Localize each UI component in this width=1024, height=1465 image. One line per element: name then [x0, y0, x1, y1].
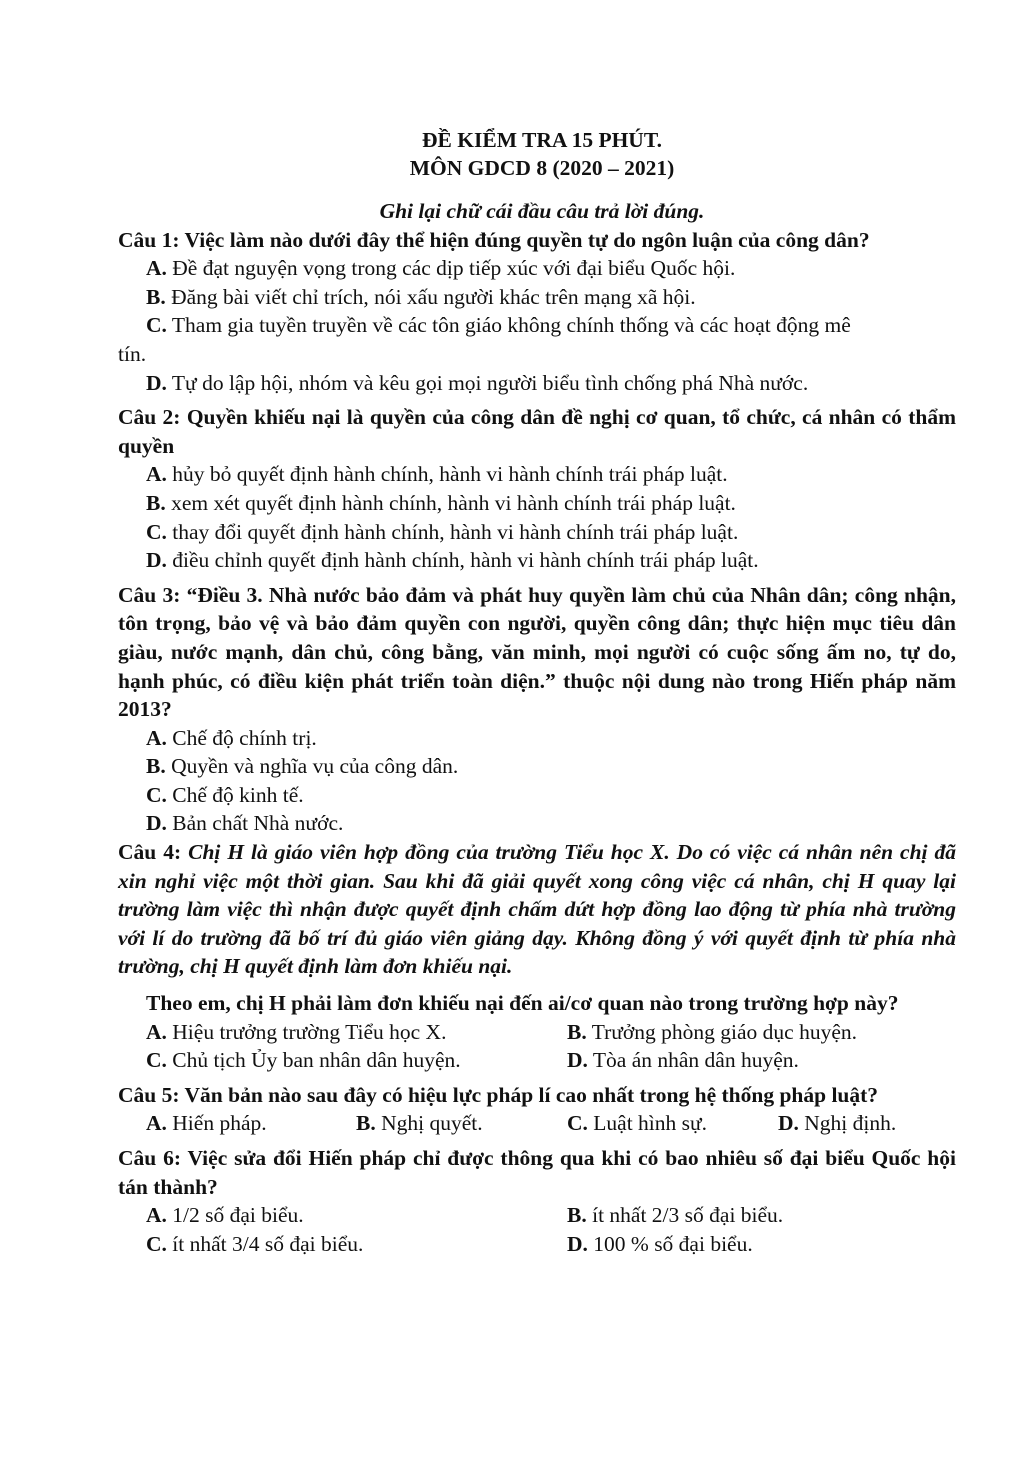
question-1-option-a — [118, 254, 956, 283]
option-text: ít nhất 3/4 số đại biểu. — [172, 1231, 364, 1256]
exam-title-line1: ĐỀ KIỂM TRA 15 PHÚT. — [422, 128, 662, 152]
question-1 — [118, 226, 956, 255]
option-text: Hiệu trưởng trường Tiểu học X. — [172, 1019, 447, 1044]
question-2-option-c — [118, 518, 956, 547]
option-text: Nghị quyết. — [381, 1111, 483, 1136]
option-text: 100 % số đại biểu. — [593, 1231, 753, 1256]
option-text: Chủ tịch Ủy ban nhân dân huyện. — [172, 1048, 461, 1073]
option-text: thay đổi quyết định hành chính, hành vi hành chính trái pháp luật. — [172, 519, 739, 544]
question-3-option-a — [118, 724, 956, 753]
question-4 — [118, 838, 956, 981]
option-text: Tòa án nhân dân huyện. — [592, 1048, 799, 1073]
option-text: Hiến pháp. — [172, 1111, 267, 1136]
question-4-option-c — [118, 1046, 538, 1075]
question-4-scenario: Chị H là giáo viên hợp đồng của trường Tiểu học X. Do có việc cá nhân nên chị đã xin nghỉ việc một thời gian. Sau khi đã giải quyết xong công việc cá nhân, chị H quay lại trường làm việc thì nhận được quyết định chấm dứt hợp đồng lao động từ phía nhà trường với lí do trường đã bố trí đủ giáo viên giảng dạy. Không đồng ý với quyết định từ phía nhà trường, chị H quyết định làm đơn khiếu nại. — [118, 840, 957, 979]
exam-title — [128, 126, 956, 182]
option-text: Bản chất Nhà nước. — [172, 811, 344, 836]
option-letter: B. — [356, 1111, 376, 1136]
option-letter: D. — [778, 1111, 799, 1136]
option-letter: A. — [146, 256, 167, 281]
option-text: Trưởng phòng giáo dục huyện. — [591, 1019, 858, 1044]
option-letter: C. — [146, 782, 167, 807]
question-5-option-b — [356, 1109, 567, 1138]
question-1-option-b — [118, 283, 956, 312]
option-text: hủy bỏ quyết định hành chính, hành vi hành chính trái pháp luật. — [172, 462, 728, 487]
question-6-option-b — [538, 1201, 956, 1230]
option-letter: A. — [146, 725, 167, 750]
question-1-option-d — [118, 369, 956, 398]
question-4-option-b — [538, 1018, 956, 1047]
option-letter: A. — [146, 1203, 167, 1228]
question-3 — [118, 581, 956, 724]
option-letter: C. — [146, 313, 167, 338]
exam-page — [118, 126, 956, 1258]
option-letter: C. — [567, 1111, 588, 1136]
question-4-option-a — [118, 1018, 538, 1047]
question-1-label: Câu 1: — [118, 227, 180, 252]
question-5-options — [118, 1109, 956, 1138]
question-3-option-d — [118, 809, 956, 838]
question-6 — [118, 1144, 956, 1201]
question-6-options — [118, 1201, 956, 1258]
question-2-option-d — [118, 546, 956, 575]
option-letter: C. — [146, 1048, 167, 1073]
question-2-option-b — [118, 489, 956, 518]
option-letter: D. — [146, 370, 167, 395]
option-text: Chế độ kinh tế. — [172, 782, 304, 807]
question-1-option-c — [118, 311, 956, 340]
exam-title-line2: MÔN GDCD 8 (2020 – 2021) — [409, 156, 675, 180]
option-text: điều chỉnh quyết định hành chính, hành vi hành chính trái pháp luật. — [172, 548, 759, 573]
option-text: Tự do lập hội, nhóm và kêu gọi mọi người biểu tình chống phá Nhà nước. — [171, 370, 809, 395]
question-5-option-c — [567, 1109, 778, 1138]
option-letter: B. — [567, 1203, 587, 1228]
question-5-label: Câu 5: — [118, 1082, 180, 1107]
option-letter: A. — [146, 1019, 167, 1044]
option-letter: D. — [567, 1048, 588, 1073]
question-6-text: Việc sửa đổi Hiến pháp chỉ được thông qua khi có bao nhiêu số đại biểu Quốc hội tán thành? — [118, 1146, 956, 1199]
option-letter: D. — [146, 811, 167, 836]
question-4-label: Câu 4: — [118, 840, 182, 865]
question-4-prompt: Theo em, chị H phải làm đơn khiếu nại đến ai/cơ quan nào trong trường hợp này? — [146, 991, 899, 1016]
option-text: xem xét quyết định hành chính, hành vi hành chính trái pháp luật. — [171, 490, 736, 515]
question-5-text: Văn bản nào sau đây có hiệu lực pháp lí cao nhất trong hệ thống pháp luật? — [184, 1082, 879, 1107]
question-3-text: “Điều 3. Nhà nước bảo đảm và phát huy quyền làm chủ của Nhân dân; công nhận, tôn trọng, bảo vệ và bảo đảm quyền con người, quyền công dân; thực hiện mục tiêu dân giàu, nước mạnh, dân chủ, công bằng, văn minh, mọi người có cuộc sống ấm no, tự do, hạnh phúc, có điều kiện phát triển toàn diện.” thuộc nội dung nào trong Hiến pháp năm 2013? — [118, 582, 956, 722]
option-text: Đề đạt nguyện vọng trong các dịp tiếp xúc với đại biểu Quốc hội. — [172, 256, 736, 281]
question-6-option-d — [538, 1230, 956, 1259]
option-letter: B. — [146, 490, 166, 515]
question-6-option-a — [118, 1201, 538, 1230]
option-letter: B. — [567, 1019, 587, 1044]
question-4-options — [118, 1018, 956, 1075]
option-letter: C. — [146, 519, 167, 544]
option-text: Nghị định. — [804, 1111, 897, 1136]
question-2-label: Câu 2: — [118, 405, 181, 430]
option-text: 1/2 số đại biểu. — [172, 1203, 304, 1228]
question-3-option-b — [118, 752, 956, 781]
option-text: ít nhất 2/3 số đại biểu. — [592, 1203, 784, 1228]
option-letter: B. — [146, 284, 166, 309]
option-letter: C. — [146, 1231, 167, 1256]
question-5-option-a — [118, 1109, 356, 1138]
option-text: Đăng bài viết chỉ trích, nói xấu người khác trên mạng xã hội. — [171, 284, 696, 309]
question-2 — [118, 403, 956, 460]
option-text: Tham gia tuyền truyền về các tôn giáo không chính thống và các hoạt động mê — [171, 313, 851, 338]
option-letter: A. — [146, 462, 167, 487]
option-text: Quyền và nghĩa vụ của công dân. — [171, 754, 459, 779]
option-text: Luật hình sự. — [593, 1111, 708, 1136]
question-2-option-a — [118, 460, 956, 489]
question-3-label: Câu 3: — [118, 582, 181, 607]
exam-instruction: Ghi lại chữ cái đầu câu trả lời đúng. — [379, 199, 705, 223]
question-4-option-d — [538, 1046, 956, 1075]
option-text: Chế độ chính trị. — [172, 725, 317, 750]
option-letter: A. — [146, 1111, 167, 1136]
question-5 — [118, 1081, 956, 1110]
question-6-label: Câu 6: — [118, 1146, 181, 1170]
question-3-option-c — [118, 781, 956, 810]
question-6-option-c — [118, 1230, 538, 1259]
question-2-text: Quyền khiếu nại là quyền của công dân đề nghị cơ quan, tổ chức, cá nhân có thẩm quyền — [118, 405, 956, 458]
question-5-option-d — [778, 1109, 956, 1138]
question-1-option-c-continued: tín. — [118, 341, 147, 366]
question-1-text: Việc làm nào dưới đây thể hiện đúng quyền tự do ngôn luận của công dân? — [184, 227, 870, 252]
option-letter: D. — [567, 1231, 588, 1256]
option-letter: B. — [146, 754, 166, 779]
option-letter: D. — [146, 548, 167, 573]
